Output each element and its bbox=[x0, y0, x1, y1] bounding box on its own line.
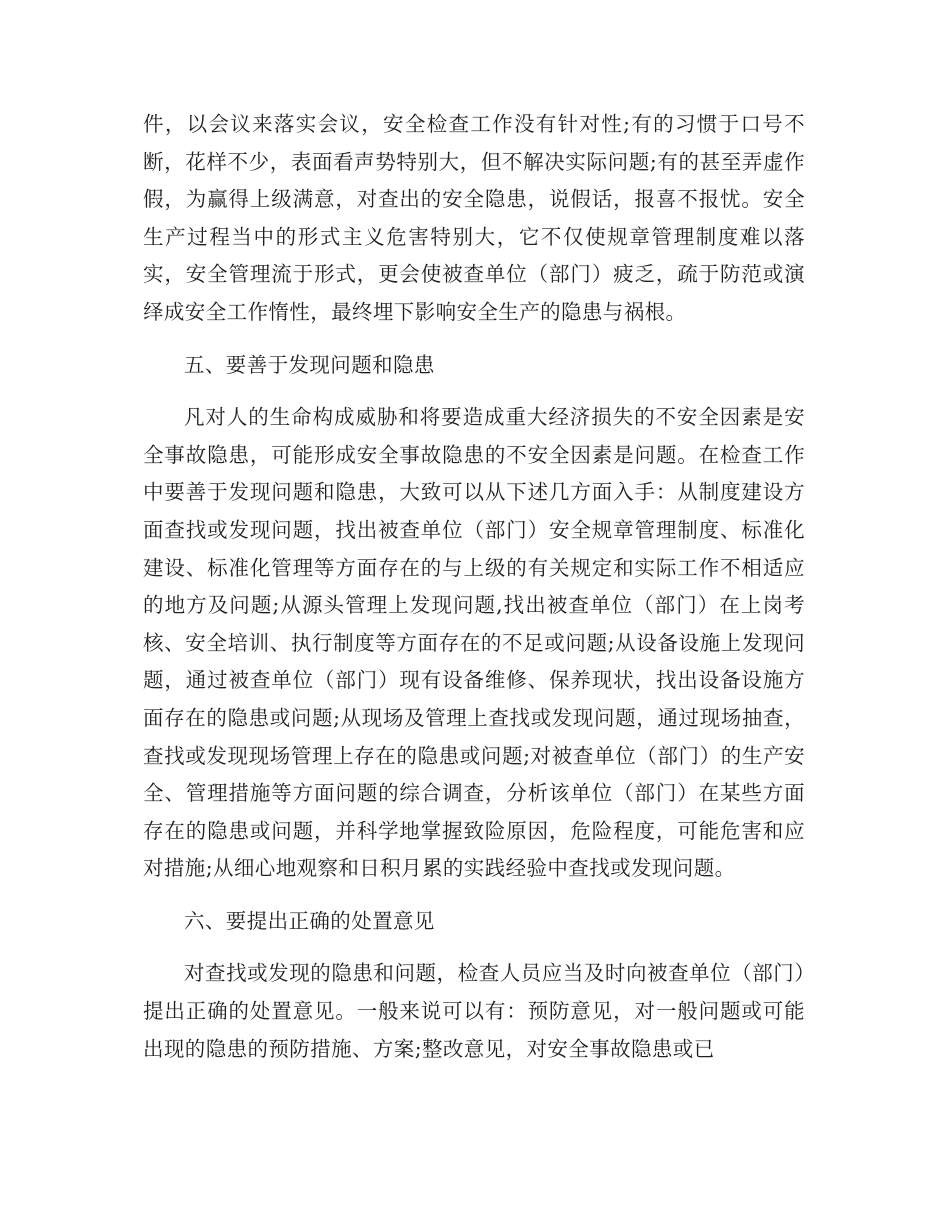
document-body bbox=[143, 106, 805, 1068]
section-heading-5: 五、要善于发现问题和隐患 bbox=[184, 352, 435, 377]
paragraph-continuation: 件，以会议来落实会议，安全检查工作没有针对性;有的习惯于口号不断，花样不少，表面看声势特别大，但不解决实际问题;有的甚至弄虚作假，为赢得上级满意，对查出的安全隐患，说假话，报喜不报忧。安全生产过程当中的形式主义危害特别大，它不仅使规章管理制度难以落实，安全管理流于形式，更会使被查单位（部门）疲乏，疏于防范或演绎成安全工作惰性，最终埋下影响安全生产的隐患与祸根。 bbox=[143, 112, 805, 324]
paragraph-body: 凡对人的生命构成威胁和将要造成重大经济损失的不安全因素是安全事故隐患，可能形成安全事故隐患的不安全因素是问题。在检查工作中要善于发现问题和隐患，大致可以从下述几方面入手：从制度建设方面查找或发现问题，找出被查单位（部门）安全规章管理制度、标准化建设、标准化管理等方面存在的与上级的有关规定和实际工作不相适应的地方及问题;从源头管理上发现问题,找出被查单位（部门）在上岗考核、安全培训、执行制度等方面存在的不足或问题;从设备设施上发现问题，通过被查单位（部门）现有设备维修、保养现状，找出设备设施方面存在的隐患或问题;从现场及管理上查找或发现问题，通过现场抽查，查找或发现现场管理上存在的隐患或问题;对被查单位（部门）的生产安全、管理措施等方面问题的综合调查，分析该单位（部门）在某些方面存在的隐患或问题，并科学地掌握致险原因，危险程度，可能危害和应对措施;从细心地观察和日积月累的实践经验中查找或发现问题。 bbox=[143, 405, 805, 881]
paragraph-gap bbox=[143, 940, 805, 955]
paragraph-gap bbox=[143, 384, 805, 399]
paragraph-gap bbox=[143, 332, 805, 347]
paragraph-body: 对查找或发现的隐患和问题，检查人员应当及时向被查单位（部门）提出正确的处置意见。一般来说可以有：预防意见，对一般问题或可能出现的隐患的预防措施、方案;整改意见，对安全事故隐患或已 bbox=[143, 961, 805, 1061]
section-heading-6: 六、要提出正确的处置意见 bbox=[184, 908, 435, 933]
paragraph-gap bbox=[143, 888, 805, 903]
